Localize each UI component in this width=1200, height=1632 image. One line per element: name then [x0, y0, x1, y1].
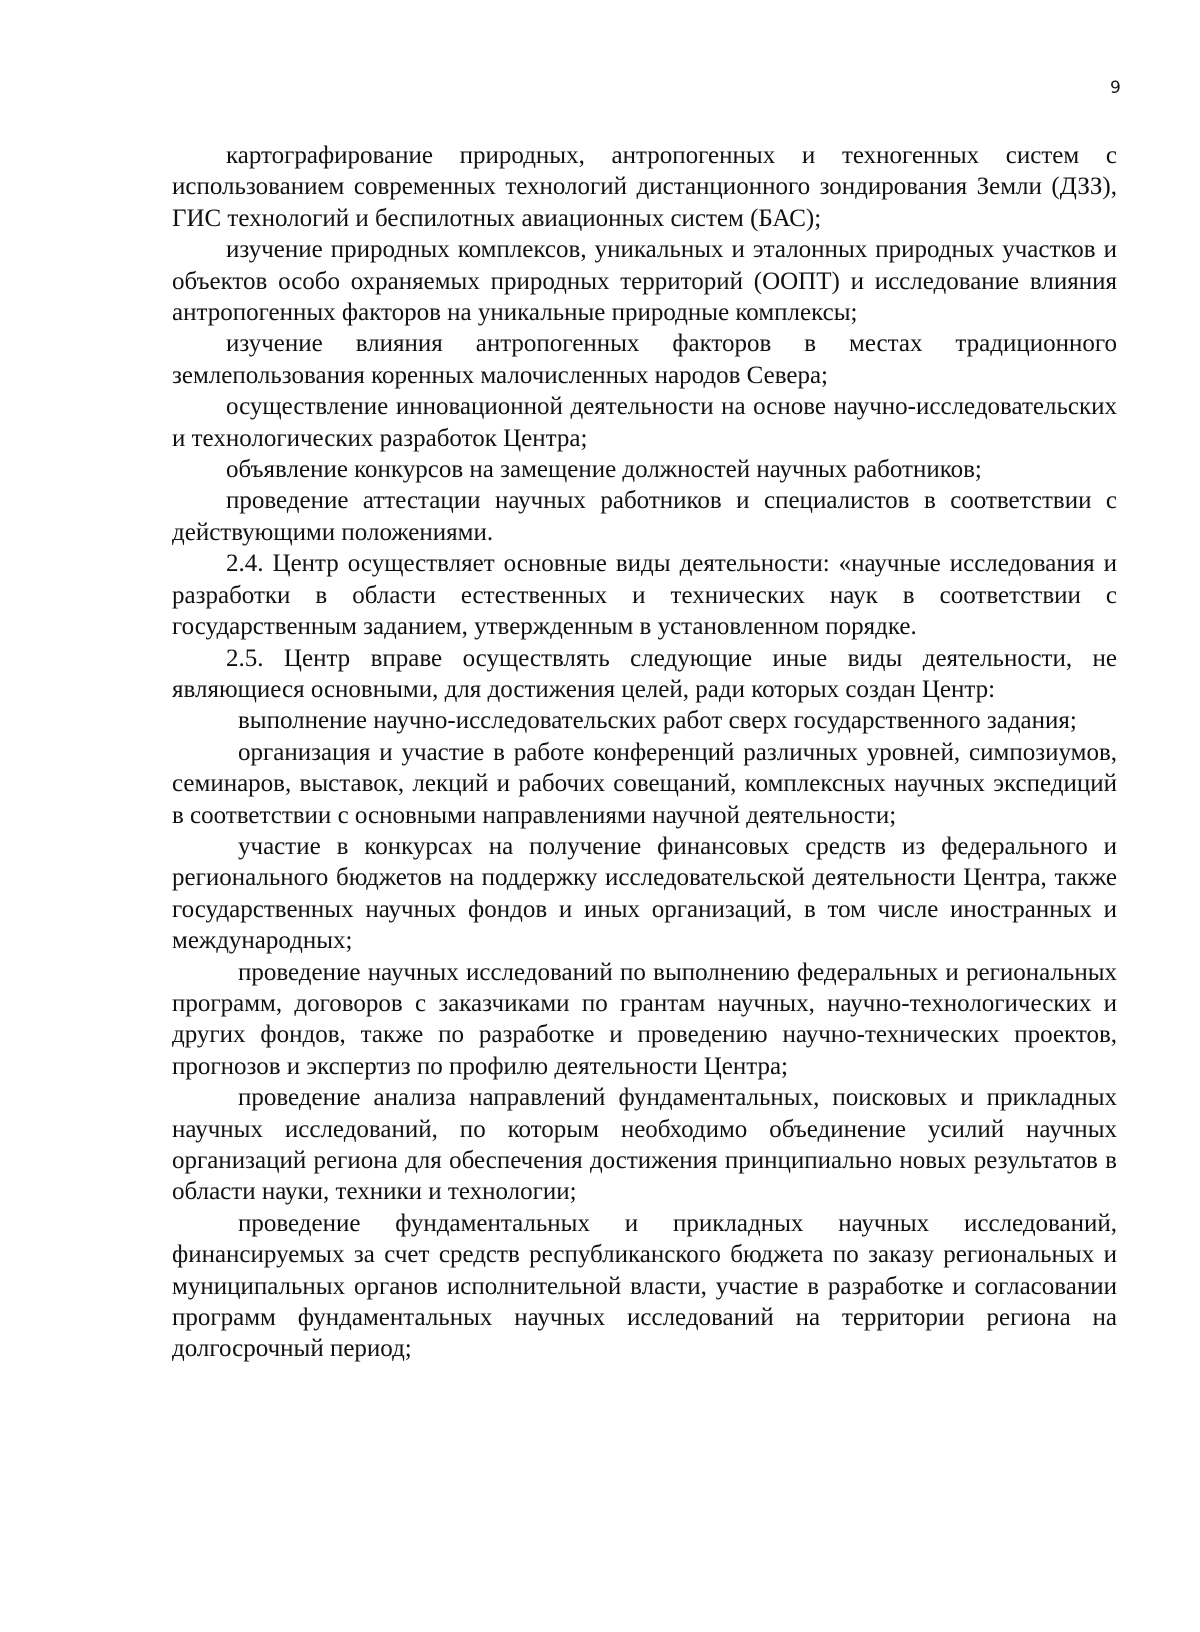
paragraph-mapping: картографирование природных, антропогенных и техногенных систем с использованием современных технологий дистанционного зондирования Земли (ДЗЗ), ГИС технологий и беспилотных авиационных систем (БАС);: [172, 142, 1117, 232]
document-body: [172, 140, 1117, 1365]
paragraph-competitions-announcement: объявление конкурсов на замещение должностей научных работников;: [226, 456, 982, 484]
paragraph-extra-research: выполнение научно-исследовательских работ сверх государственного задания;: [238, 707, 1077, 735]
paragraph-conferences: организация и участие в работе конференций различных уровней, симпозиумов, семинаров, выставок, лекций и рабочих совещаний, комплексных научных экспедиций в соответствии с основными направлениями научной деятельности;: [172, 738, 1117, 829]
paragraph-natural-complexes: изучение природных комплексов, уникальных и эталонных природных участков и объектов особо охраняемых природных территорий (ООПТ) и исследование влияния антропогенных факторов на уникальные природные комплексы;: [172, 236, 1117, 327]
paragraph-innovation: осуществление инновационной деятельности на основе научно-исследовательских и технологических разработок Центра;: [172, 393, 1117, 452]
paragraph-anthropogenic-factors: изучение влияния антропогенных факторов в местах традиционного землепользования коренных малочисленных народов Севера;: [172, 330, 1117, 389]
page-number: 9: [1110, 78, 1121, 98]
paragraph-fundamental-research: проведение фундаментальных и прикладных научных исследований, финансируемых за счет средств республиканского бюджета по заказу региональных и муниципальных органов исполнительной власти, участие в разработке и согласовании программ фундаментальных научных исследований на территории региона на долгосрочный период;: [172, 1209, 1117, 1363]
paragraph-clause-2-5: 2.5. Центр вправе осуществлять следующие иные виды деятельности, не являющиеся основными, для достижения целей, ради которых создан Центр:: [172, 644, 1117, 703]
paragraph-programs-research: проведение научных исследований по выполнению федеральных и региональных программ, договоров с заказчиками по грантам научных, научно-технологических и других фондов, также по разработке и проведению научно-технических проектов, прогнозов и экспертиз по профилю деятельности Центра;: [172, 958, 1117, 1080]
paragraph-funding-competitions: участие в конкурсах на получение финансовых средств из федерального и регионального бюджетов на поддержку исследовательской деятельности Центра, также государственных научных фондов и иных организаций, в том числе иностранных и международных;: [172, 832, 1117, 955]
paragraph-analysis: проведение анализа направлений фундаментальных, поисковых и прикладных научных исследований, по которым необходимо объединение усилий научных организаций региона для обеспечения достижения принципиально новых результатов в области науки, техники и технологии;: [172, 1084, 1117, 1206]
paragraph-clause-2-4: 2.4. Центр осуществляет основные виды деятельности: «научные исследования и разработки в области естественных и технических наук в соответствии с государственным заданием, утвержденным в установленном порядке.: [172, 550, 1117, 641]
paragraph-attestation: проведение аттестации научных работников и специалистов в соответствии с действующими положениями.: [172, 487, 1117, 546]
